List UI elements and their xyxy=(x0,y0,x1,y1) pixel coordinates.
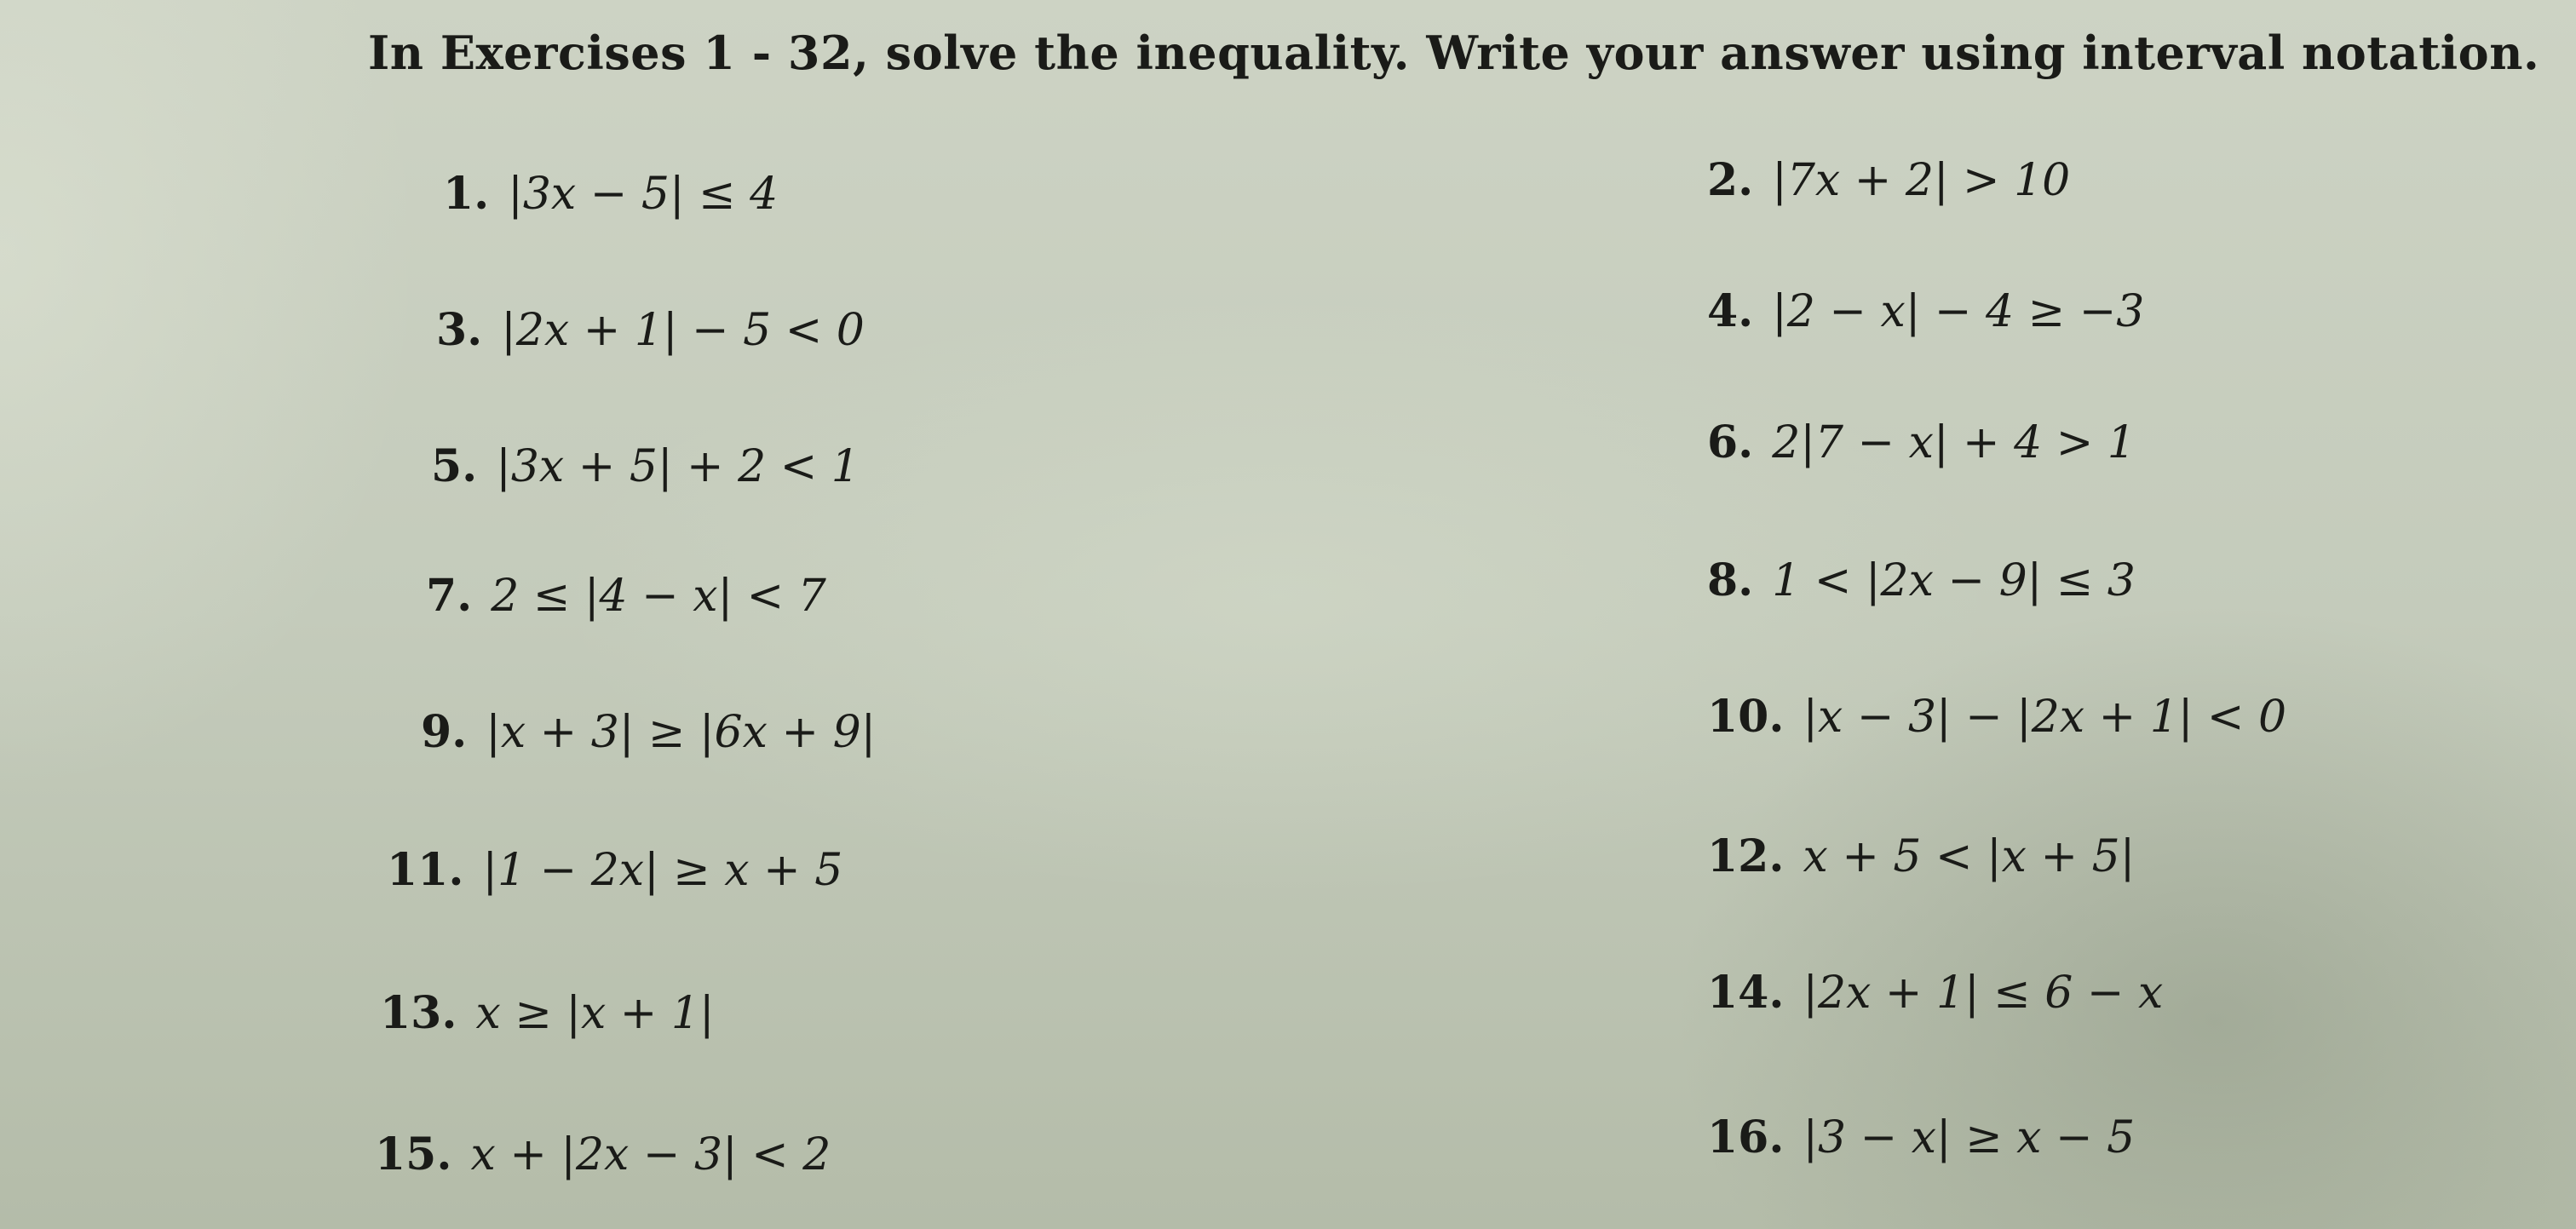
exercise-expression: x ≥ |x + 1| xyxy=(475,988,715,1039)
exercise-expression: x + 5 < |x + 5| xyxy=(1803,831,2136,882)
exercise-number: 2. xyxy=(1707,154,1754,206)
exercise-number: 12. xyxy=(1707,830,1785,882)
exercise-expression: |3x + 5| + 2 < 1 xyxy=(496,441,860,492)
exercise-10 xyxy=(1707,692,2286,743)
exercise-5 xyxy=(431,441,860,492)
exercise-number: 1. xyxy=(443,168,490,220)
exercise-8 xyxy=(1707,555,2136,606)
exercise-expression: |7x + 2| > 10 xyxy=(1772,155,2071,206)
exercise-expression: |3 − x| ≥ x − 5 xyxy=(1803,1112,2136,1163)
exercise-expression: |2x + 1| − 5 < 0 xyxy=(501,305,865,356)
exercise-number: 3. xyxy=(436,304,483,356)
exercise-number: 16. xyxy=(1707,1111,1785,1163)
exercise-2 xyxy=(1707,155,2070,206)
exercise-expression: |x − 3| − |2x + 1| < 0 xyxy=(1803,692,2287,743)
exercise-number: 7. xyxy=(426,570,473,622)
exercise-13 xyxy=(380,988,715,1039)
exercise-expression: |x + 3| ≥ |6x + 9| xyxy=(486,707,877,758)
exercise-expression: |2x + 1| ≤ 6 − x xyxy=(1803,968,2164,1019)
exercise-expression: |1 − 2x| ≥ x + 5 xyxy=(482,845,843,896)
exercise-number: 5. xyxy=(431,440,478,492)
exercise-number: 11. xyxy=(387,844,464,896)
exercise-number: 8. xyxy=(1707,554,1754,606)
exercise-expression: 2 ≤ |4 − x| < 7 xyxy=(491,571,826,622)
exercise-16 xyxy=(1707,1112,2135,1163)
exercise-4 xyxy=(1707,286,2144,337)
exercise-3 xyxy=(436,305,865,356)
exercise-15 xyxy=(375,1129,831,1180)
exercise-number: 10. xyxy=(1707,691,1785,743)
exercise-7 xyxy=(426,571,826,622)
exercise-1 xyxy=(443,169,778,220)
exercise-6 xyxy=(1707,417,2136,468)
exercise-expression: |2 − x| − 4 ≥ −3 xyxy=(1772,286,2145,337)
exercise-number: 13. xyxy=(380,987,457,1039)
exercise-number: 15. xyxy=(375,1128,452,1180)
exercise-number: 4. xyxy=(1707,285,1754,337)
exercise-number: 6. xyxy=(1707,416,1754,468)
exercise-expression: x + |2x − 3| < 2 xyxy=(470,1129,831,1180)
exercise-number: 14. xyxy=(1707,967,1785,1019)
exercise-9 xyxy=(421,707,876,758)
instructions-heading: In Exercises 1 - 32, solve the inequality. Write your answer using interval notation. xyxy=(368,26,2540,80)
exercise-expression: |3x − 5| ≤ 4 xyxy=(508,169,779,220)
exercise-expression: 1 < |2x − 9| ≤ 3 xyxy=(1772,555,2136,606)
exercise-12 xyxy=(1707,831,2135,882)
exercise-11 xyxy=(387,845,842,896)
exercise-14 xyxy=(1707,968,2163,1019)
exercise-expression: 2|7 − x| + 4 > 1 xyxy=(1772,417,2136,468)
exercise-number: 9. xyxy=(421,706,468,758)
